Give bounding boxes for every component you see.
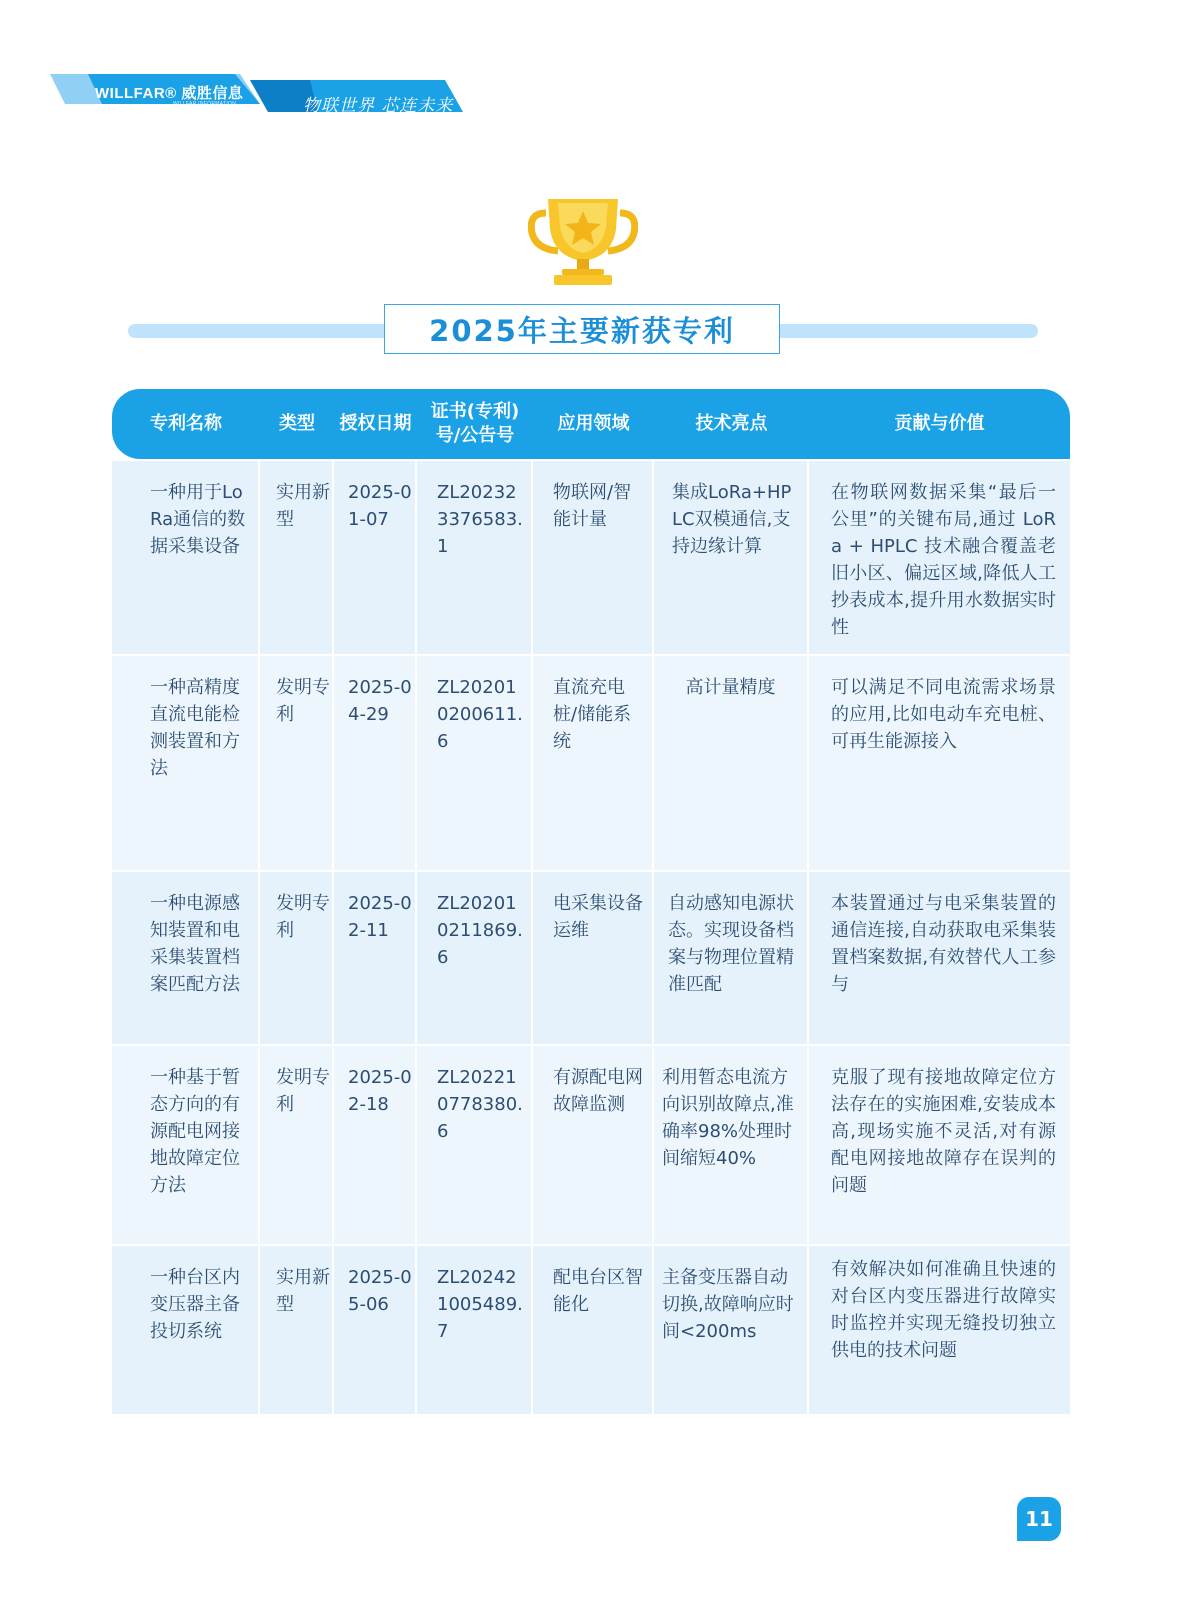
cell-field: 配电台区智能化 [533, 1246, 654, 1414]
table-header [112, 389, 1070, 459]
cell-value: 有效解决如何准确且快速的对台区内变压器进行故障实时监控并实现无缝投切独立供电的技术问题 [809, 1246, 1070, 1414]
slogan: 物联世界 芯连未来 [303, 96, 454, 116]
cell-value: 在物联网数据采集“最后一公里”的关键布局,通过 LoRa + HPLC 技术融合覆盖老旧小区、偏远区域,降低人工抄表成本,提升用水数据实时性 [809, 461, 1070, 654]
cell-type: 发明专利 [260, 656, 334, 870]
cell-date: 2025-02-11 [334, 872, 417, 1044]
col-header-value: 贡献与价值 [894, 412, 985, 434]
cell-value: 本装置通过与电采集装置的通信连接,自动获取电采集装置档案数据,有效替代人工参与 [809, 872, 1070, 1044]
cell-highlight: 利用暂态电流方向识别故障点,准确率98%处理时间缩短40% [654, 1046, 809, 1244]
col-header-date: 授权日期 [339, 412, 412, 434]
table-row [112, 870, 1070, 1044]
cell-date: 2025-05-06 [334, 1246, 417, 1414]
cell-date: 2025-02-18 [334, 1046, 417, 1244]
col-header-number: 证书(专利)号/公告号 [430, 400, 520, 446]
table-row [112, 1044, 1070, 1244]
cell-type: 实用新型 [260, 1246, 334, 1414]
trophy-icon [528, 193, 638, 293]
cell-highlight: 高计量精度 [654, 656, 809, 870]
cell-number: ZL202010211869.6 [417, 872, 533, 1044]
cell-type: 实用新型 [260, 461, 334, 654]
cell-name: 一种用于LoRa通信的数据采集设备 [112, 461, 260, 654]
patent-table [112, 389, 1070, 1414]
col-header-highlight: 技术亮点 [695, 412, 768, 434]
cell-field: 有源配电网故障监测 [533, 1046, 654, 1244]
col-header-name: 专利名称 [150, 412, 222, 434]
cell-number: ZL202210778380.6 [417, 1046, 533, 1244]
cell-name: 一种电源感知装置和电采集装置档案匹配方法 [112, 872, 260, 1044]
cell-type: 发明专利 [260, 872, 334, 1044]
col-header-field: 应用领域 [557, 412, 630, 434]
cell-value: 可以满足不同电流需求场景的应用,比如电动车充电桩、可再生能源接入 [809, 656, 1070, 870]
cell-value: 克服了现有接地故障定位方法存在的实施困难,安装成本高,现场实施不灵活,对有源配电网接地故障存在误判的问题 [809, 1046, 1070, 1244]
cell-date: 2025-01-07 [334, 461, 417, 654]
company-name-en: WILLFAR INFORMATION [173, 101, 237, 107]
table-row [112, 459, 1070, 654]
col-header-type: 类型 [279, 412, 315, 434]
cell-highlight: 集成LoRa+HPLC双模通信,支持边缘计算 [654, 461, 809, 654]
cell-type: 发明专利 [260, 1046, 334, 1244]
cell-number: ZL202323376583.1 [417, 461, 533, 654]
table-row [112, 654, 1070, 870]
cell-field: 直流充电桩/储能系统 [533, 656, 654, 870]
cell-number: ZL202010200611.6 [417, 656, 533, 870]
cell-name: 一种高精度直流电能检测装置和方法 [112, 656, 260, 870]
cell-highlight: 自动感知电源状态。实现设备档案与物理位置精准匹配 [654, 872, 809, 1044]
cell-name: 一种基于暂态方向的有源配电网接地故障定位方法 [112, 1046, 260, 1244]
cell-field: 电采集设备运维 [533, 872, 654, 1044]
cell-highlight: 主备变压器自动切换,故障响应时间<200ms [654, 1246, 809, 1414]
page-title: 2025年主要新获专利 [384, 304, 780, 354]
cell-name: 一种台区内变压器主备投切系统 [112, 1246, 260, 1414]
cell-field: 物联网/智能计量 [533, 461, 654, 654]
table-row [112, 1244, 1070, 1414]
cell-number: ZL202421005489.7 [417, 1246, 533, 1414]
cell-date: 2025-04-29 [334, 656, 417, 870]
company-logo: WILLFAR® 威胜信息 [95, 85, 244, 102]
page-number: 11 [1017, 1497, 1061, 1541]
